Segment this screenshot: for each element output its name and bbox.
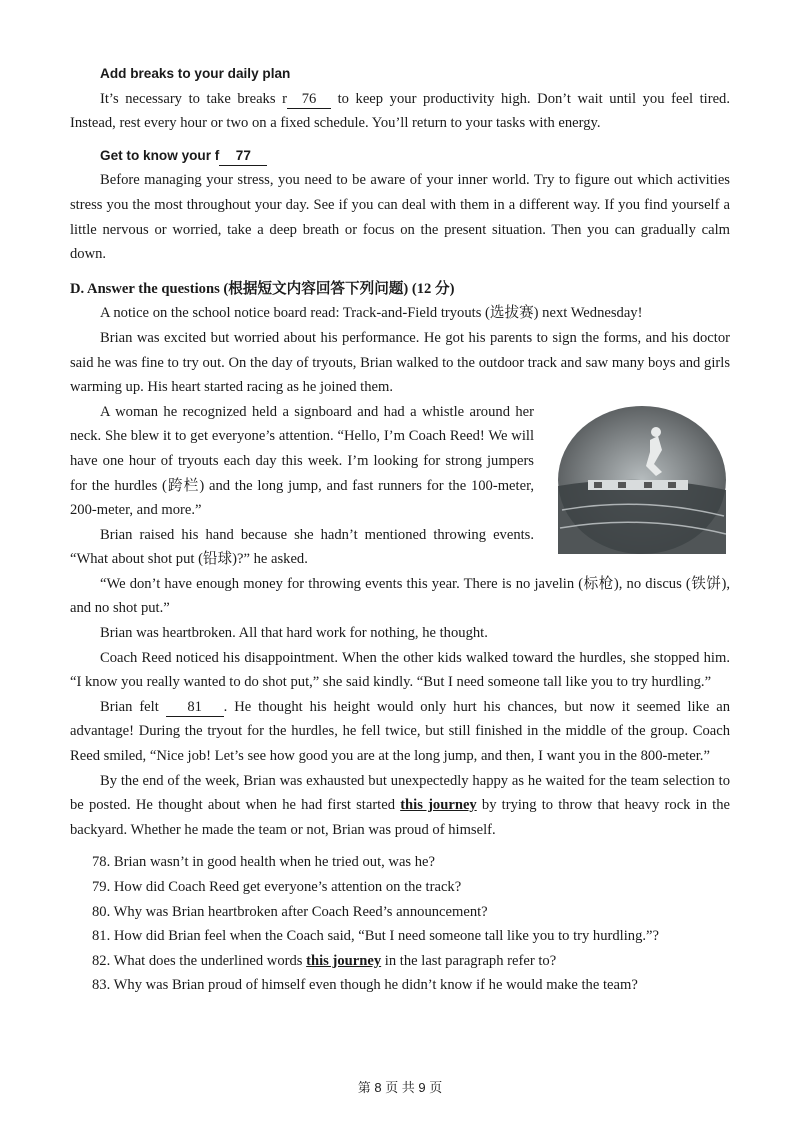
text: Get to know your f <box>100 147 220 163</box>
text: Brian felt <box>100 698 166 715</box>
question-79: 79. How did Coach Reed get everyone’s attention on the track? <box>92 879 462 895</box>
paragraph-know: Before managing your stress, you need to be aware of your inner world. Try to figure out which activities stress you the most throughout your day. See if you can deal with them in a different way. If you find yourself a little nervous or worried, take a deep breath or focus on the present situation. Then you can gradually calm down. <box>70 172 730 263</box>
paragraph-4: Brian raised his hand because she hadn’t mentioned throwing events. “What about shot put (铅球)?” he asked. <box>70 526 534 568</box>
section-c-tips <box>70 62 730 998</box>
paragraph-breaks <box>70 87 730 136</box>
paragraph-7: Coach Reed noticed his disappointment. When the other kids walked toward the hurdles, she stopped him. “I know you really wanted to do shot put,” she said kindly. “But I need someone tall like you to try hurdling.” <box>70 649 730 691</box>
paragraph-9 <box>70 769 730 843</box>
question-78: 78. Brian wasn’t in good health when he tried out, was he? <box>92 854 436 871</box>
underlined-phrase: this journey <box>306 952 382 969</box>
heading-add-breaks: Add breaks to your daily plan <box>100 66 291 81</box>
text: to keep your productivity high. Don’t wait until you feel tired. Instead, rest every hour or two on a fixed schedule. You’ll return to your tasks with energy. <box>70 90 730 132</box>
text: It’s necessary to take breaks r <box>100 90 287 107</box>
question-80: 80. Why was Brian heartbroken after Coach Reed’s announcement? <box>92 903 488 920</box>
section-d-heading: D. Answer the questions (根据短文内容回答下列问题) (12 分) <box>70 280 455 297</box>
paragraph-2: Brian was excited but worried about his performance. He got his parents to sign the forms, and his doctor said he was fine to try out. On the day of tryouts, Brian walked to the outdoor track and saw many boys and girls warming up. His heart started racing as he joined them. <box>70 329 730 396</box>
text: By the end of the week, Brian was exhausted but unexpectedly happy as he waited for the team selection to be posted. He thought about when he had first started <box>70 772 730 814</box>
paragraph-1: A notice on the school notice board read: Track-and-Field tryouts (选拔赛) next Wednesday! <box>100 305 643 322</box>
text: by trying to throw that heavy rock in the backyard. Whether he made the team or not, Brian was proud of himself. <box>70 797 731 838</box>
hurdler-photo-image <box>558 406 726 554</box>
text: in the last paragraph refer to? <box>381 952 557 969</box>
paragraph-3: A woman he recognized held a signboard and had a whistle around her neck. She blew it to get everyone’s attention. “Hello, I’m Coach Reed! We will have one hour of tryouts each day this week. I’m looking for strong jumpers for the hurdles (跨栏) and the long jump, and fast runners for the 100-meter, 200-meter, and more.” <box>70 403 534 519</box>
blank-81[interactable]: 81 <box>166 698 224 717</box>
page-number: 第 8 页 共 9 页 <box>357 1080 443 1095</box>
heading-know-your <box>70 144 730 169</box>
paragraph-8 <box>70 695 730 769</box>
text: 82. What does the underlined words <box>92 952 307 969</box>
exam-page <box>0 62 800 998</box>
blank-77[interactable]: 77 <box>219 147 267 166</box>
paragraph-6: Brian was heartbroken. All that hard work for nothing, he thought. <box>100 625 488 642</box>
hurdler-photo <box>558 406 726 554</box>
question-83: 83. Why was Brian proud of himself even though he didn’t know if he would make the team? <box>92 977 638 994</box>
paragraph-5: “We don’t have enough money for throwing events this year. There is no javelin (标枪), no discus (铁饼), and no shot put.” <box>70 575 730 617</box>
text: . He thought his height would only hurt his chances, but now it seemed like an advantage! During the tryout for the hurdles, he fell twice, but still finished in the middle of the group. Coach Reed smiled, “Nice job! Let’s see how good you are at the long jump, and then, I want you in the 800-meter.” <box>70 698 730 765</box>
question-81: 81. How did Brian feel when the Coach said, “But I need someone tall like you to try hurdling.”? <box>92 928 659 945</box>
question-82 <box>70 949 730 974</box>
underlined-phrase: this journey <box>400 797 477 814</box>
blank-76[interactable]: 76 <box>287 90 331 109</box>
